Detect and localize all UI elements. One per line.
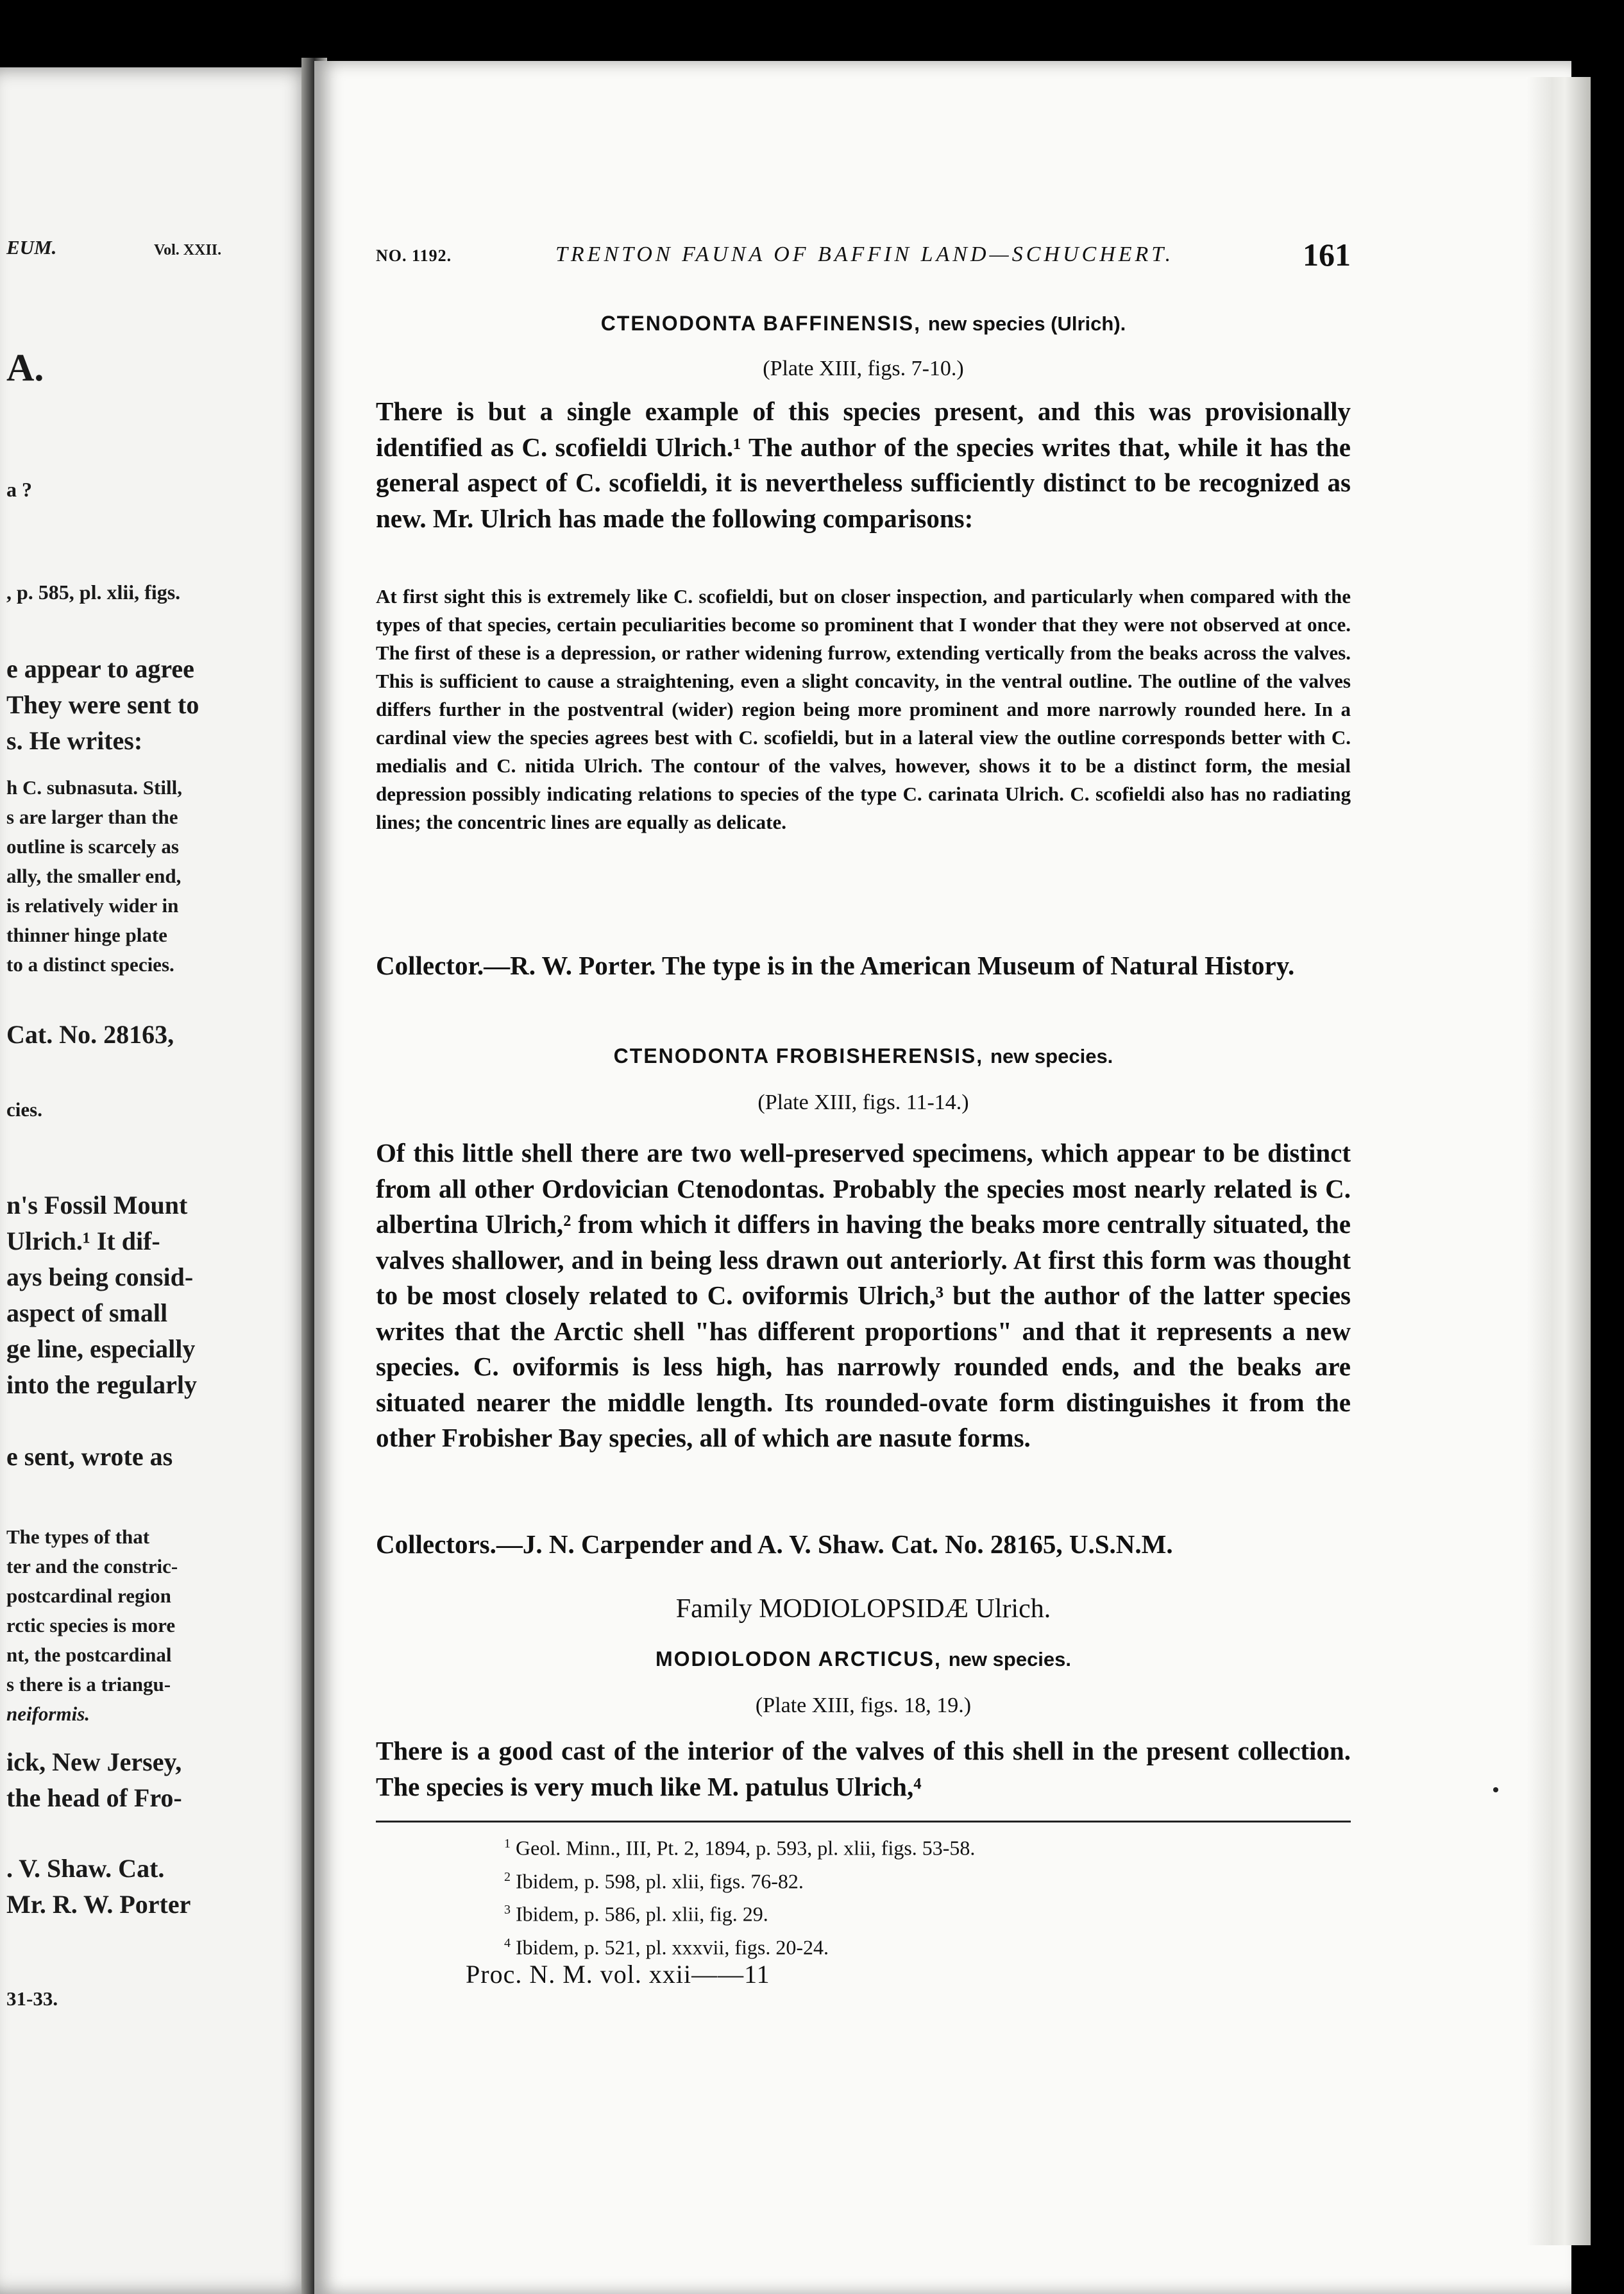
left-line: into the regularly — [6, 1370, 198, 1399]
left-line: rctic species is more — [6, 1614, 176, 1636]
species-title-suffix: new species. — [990, 1045, 1113, 1067]
left-line: a ? — [6, 478, 32, 501]
left-facing-page — [0, 67, 314, 2294]
species-title-suffix: new species. — [948, 1648, 1072, 1670]
left-line: 31-33. — [6, 1987, 58, 2010]
footnote: $^2$ Ibidem, p. 598, pl. xlii, figs. 76-82. — [504, 1869, 804, 1893]
left-line: Mr. R. W. Porter — [6, 1890, 191, 1919]
collectors-note: Collectors.—J. N. Carpender and A. V. Shaw. Cat. No. 28165, U.S.N.M. — [376, 1529, 1173, 1559]
left-line: h C. subnasuta. Still, — [6, 776, 182, 799]
plate-reference: (Plate XIII, figs. 11-14.) — [757, 1091, 969, 1114]
left-line: ick, New Jersey, — [6, 1747, 182, 1776]
left-line: . V. Shaw. Cat. — [6, 1854, 165, 1883]
left-line: The types of that — [6, 1525, 150, 1548]
species-heading — [376, 1647, 1351, 1671]
species-title: CTENODONTA FROBISHERENSIS, — [613, 1044, 984, 1067]
left-line: Cat. No. 28163, — [6, 1020, 174, 1049]
ink-speck — [1493, 1787, 1498, 1792]
plate-reference: (Plate XIII, figs. 7-10.) — [763, 357, 964, 380]
left-heading-fragment: A. — [6, 346, 44, 389]
left-line: They were sent to — [6, 690, 199, 719]
running-title: TRENTON FAUNA OF BAFFIN LAND—SCHUCHERT. — [555, 242, 1174, 266]
left-line: neiformis. — [6, 1703, 90, 1725]
left-line: thinner hinge plate — [6, 924, 167, 946]
quoted-comparison: At first sight this is extremely like C. scofieldi, but on closer inspection, and particularly when compared with the types of that species, certain peculiarities become so prominent that I wonder that they were not observed at once. The first of these is a depression, or rather widening furrow, extending vertically from the beaks across the valves. This is sufficient to cause a straightening, even a slight concavity, in the ventral outline. The outline of the valves differs further in the postventral (wider) region being more prominent and more narrowly rounded here. In a cardinal view the species agrees best with C. scofieldi, but in a lateral view the outline corresponds better with C. medialis and C. nitida Ulrich. The contour of the valves, however, shows it to be a distinct form, the mesial depression possibly indicating relations to species of the type C. carinata Ulrich. C. scofieldi also has no radiating lines; the concentric lines are equally as delicate. — [376, 585, 1351, 833]
left-header-title: EUM. — [6, 236, 57, 259]
species-title-suffix: new species (Ulrich). — [927, 312, 1126, 335]
species-title: CTENODONTA BAFFINENSIS, — [600, 312, 922, 335]
running-header — [376, 237, 1351, 276]
left-line: s. He writes: — [6, 726, 143, 755]
collector-note: Collector.—R. W. Porter. The type is in the American Museum of Natural History. — [376, 951, 1295, 980]
signature-line: Proc. N. M. vol. xxii——11 — [466, 1960, 770, 1989]
family-heading: Family MODIOLOPSIDÆ Ulrich. — [675, 1594, 1051, 1624]
left-line: outline is scarcely as — [6, 835, 179, 858]
plate-reference: (Plate XIII, figs. 18, 19.) — [755, 1694, 972, 1717]
species-title: MODIOLODON ARCTICUS, — [655, 1647, 942, 1670]
left-line: nt, the postcardinal — [6, 1644, 172, 1666]
left-line: s there is a triangu- — [6, 1673, 171, 1695]
body-paragraph: There is but a single example of this species present, and this was provisionally identified as C. scofieldi Ulrich.¹ The author of the species writes that, while it has the general aspect of C. scofieldi, it is nevertheless sufficiently distinct to be recognized as new. Mr. Ulrich has made the following comparisons: — [376, 396, 1351, 533]
left-line: cies. — [6, 1098, 42, 1121]
left-line: aspect of small — [6, 1298, 168, 1327]
footnote-rule — [376, 1821, 1351, 1822]
left-line: e appear to agree — [6, 654, 194, 683]
left-line: the head of Fro- — [6, 1783, 182, 1812]
footnote: $^1$ Geol. Minn., III, Pt. 2, 1894, p. 593, pl. xlii, figs. 53-58. — [504, 1836, 976, 1860]
left-line: ally, the smaller end, — [6, 865, 182, 887]
footnote: $^3$ Ibidem, p. 586, pl. xlii, fig. 29. — [504, 1902, 768, 1926]
left-line: n's Fossil Mount — [6, 1191, 188, 1219]
left-line: is relatively wider in — [6, 894, 179, 917]
body-paragraph: There is a good cast of the interior of the valves of this shell in the present collection. The species is very much like M. patulus Ulrich,⁴ — [376, 1736, 1351, 1801]
left-line: ays being consid- — [6, 1262, 194, 1291]
left-line: postcardinal region — [6, 1585, 171, 1607]
article-number: NO. 1192. — [376, 246, 452, 265]
left-line: ter and the constric- — [6, 1555, 178, 1577]
species-heading — [376, 312, 1351, 336]
left-line: , p. 585, pl. xlii, figs. — [6, 581, 181, 604]
left-line: to a distinct species. — [6, 953, 174, 976]
footnotes — [504, 1830, 1274, 1962]
body-paragraph: Of this little shell there are two well-preserved specimens, which appear to be distinct from all other Ordovician Ctenodontas. Probably the species most nearly related is C. albertina Ulrich,² from which it differs in having the beaks more centrally situated, the valves shallower, and in being less drawn out anteriorly. At first this form was thought to be most closely related to C. oviformis Ulrich,³ but the author of the latter species writes that the Arctic shell "has different proportions" and that it represents a new species. C. oviformis is less high, has narrowly rounded ends, and the beaks are situated nearer the middle length. Its rounded-ovate form distinguishes it from the other Frobisher Bay species, all of which are nasute forms. — [376, 1138, 1351, 1452]
page-number: 161 — [1303, 237, 1351, 273]
left-header-volume: Vol. XXII. — [154, 242, 222, 259]
left-line: s are larger than the — [6, 806, 178, 828]
left-line: Ulrich.¹ It dif- — [6, 1227, 160, 1255]
left-line: ge line, especially — [6, 1334, 196, 1363]
footnote: $^4$ Ibidem, p. 521, pl. xxxvii, figs. 20-24. — [504, 1935, 829, 1959]
species-heading — [376, 1044, 1351, 1068]
left-line: e sent, wrote as — [6, 1442, 173, 1471]
page-edge-shadow — [1527, 77, 1591, 2245]
